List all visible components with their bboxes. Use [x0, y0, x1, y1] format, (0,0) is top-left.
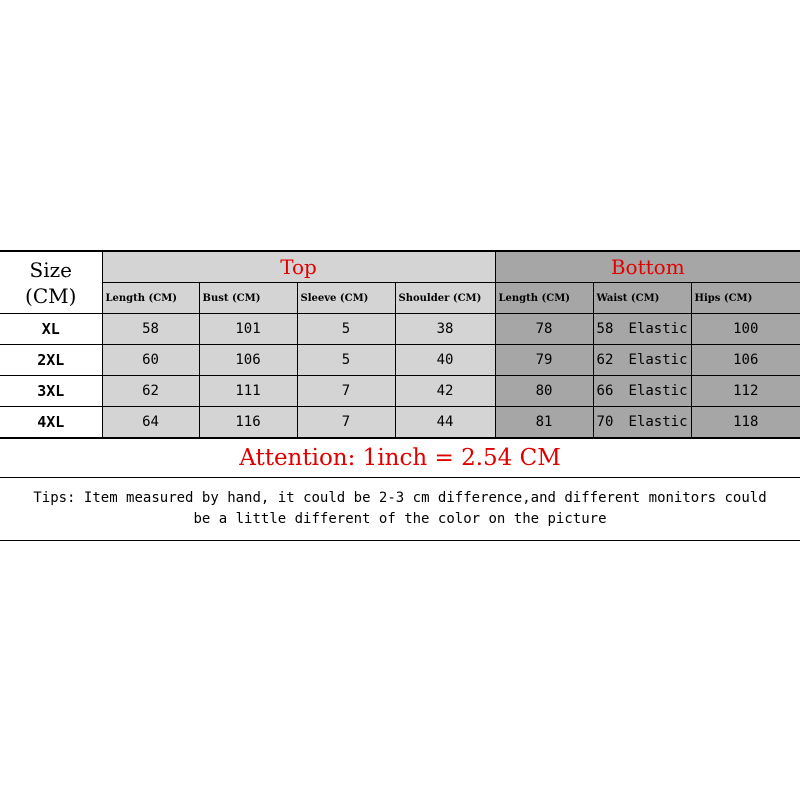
top-length-cell: 58	[102, 314, 199, 345]
size-chart	[0, 250, 800, 541]
bottom-length-cell: 81	[495, 407, 593, 438]
hips-cell: 106	[691, 345, 800, 376]
top-group-header: Top	[102, 252, 495, 283]
waist-value: 66	[596, 383, 614, 399]
hips-cell: 100	[691, 314, 800, 345]
top-length-cell: 60	[102, 345, 199, 376]
bottom-length-cell: 79	[495, 345, 593, 376]
waist-value: 58	[596, 321, 614, 337]
table-row	[0, 314, 800, 345]
waist-value: 70	[596, 414, 614, 430]
shoulder-cell: 42	[395, 376, 495, 407]
bust-cell: 106	[199, 345, 297, 376]
col-header-sleeve: Sleeve (CM)	[297, 283, 395, 314]
sleeve-cell: 5	[297, 345, 395, 376]
top-length-cell: 64	[102, 407, 199, 438]
size-cell: 2XL	[0, 345, 102, 376]
col-header-bottom-length: Length (CM)	[495, 283, 593, 314]
bust-cell: 111	[199, 376, 297, 407]
hips-cell: 112	[691, 376, 800, 407]
size-header-cell	[0, 252, 102, 314]
size-header-label: Size	[29, 257, 72, 282]
col-header-top-length: Length (CM)	[102, 283, 199, 314]
bust-cell: 116	[199, 407, 297, 438]
top-length-cell: 62	[102, 376, 199, 407]
group-header-row	[0, 252, 800, 283]
waist-note: Elastic	[628, 321, 688, 337]
size-cell: 3XL	[0, 376, 102, 407]
table-row	[0, 407, 800, 438]
bust-cell: 101	[199, 314, 297, 345]
tips-note: Tips: Item measured by hand, it could be 2-3 cm difference,and different monitors could be a little different of the color on the picture	[0, 477, 800, 540]
table-row	[0, 376, 800, 407]
shoulder-cell: 38	[395, 314, 495, 345]
column-header-row	[0, 283, 800, 314]
waist-cell	[593, 345, 691, 376]
col-header-shoulder: Shoulder (CM)	[395, 283, 495, 314]
sleeve-cell: 7	[297, 407, 395, 438]
attention-note: Attention: 1inch = 2.54 CM	[0, 438, 800, 477]
shoulder-cell: 44	[395, 407, 495, 438]
size-header-unit: (CM)	[25, 283, 77, 308]
waist-value: 62	[596, 352, 614, 368]
hips-cell: 118	[691, 407, 800, 438]
waist-note: Elastic	[628, 352, 688, 368]
waist-cell	[593, 314, 691, 345]
waist-note: Elastic	[628, 383, 688, 399]
size-cell: XL	[0, 314, 102, 345]
waist-cell	[593, 376, 691, 407]
sleeve-cell: 5	[297, 314, 395, 345]
waist-note: Elastic	[628, 414, 688, 430]
sleeve-cell: 7	[297, 376, 395, 407]
bottom-length-cell: 78	[495, 314, 593, 345]
bottom-group-header: Bottom	[495, 252, 800, 283]
table-row	[0, 345, 800, 376]
size-cell: 4XL	[0, 407, 102, 438]
waist-cell	[593, 407, 691, 438]
size-table	[0, 251, 800, 438]
col-header-waist: Waist (CM)	[593, 283, 691, 314]
bottom-length-cell: 80	[495, 376, 593, 407]
col-header-hips: Hips (CM)	[691, 283, 800, 314]
col-header-bust: Bust (CM)	[199, 283, 297, 314]
shoulder-cell: 40	[395, 345, 495, 376]
